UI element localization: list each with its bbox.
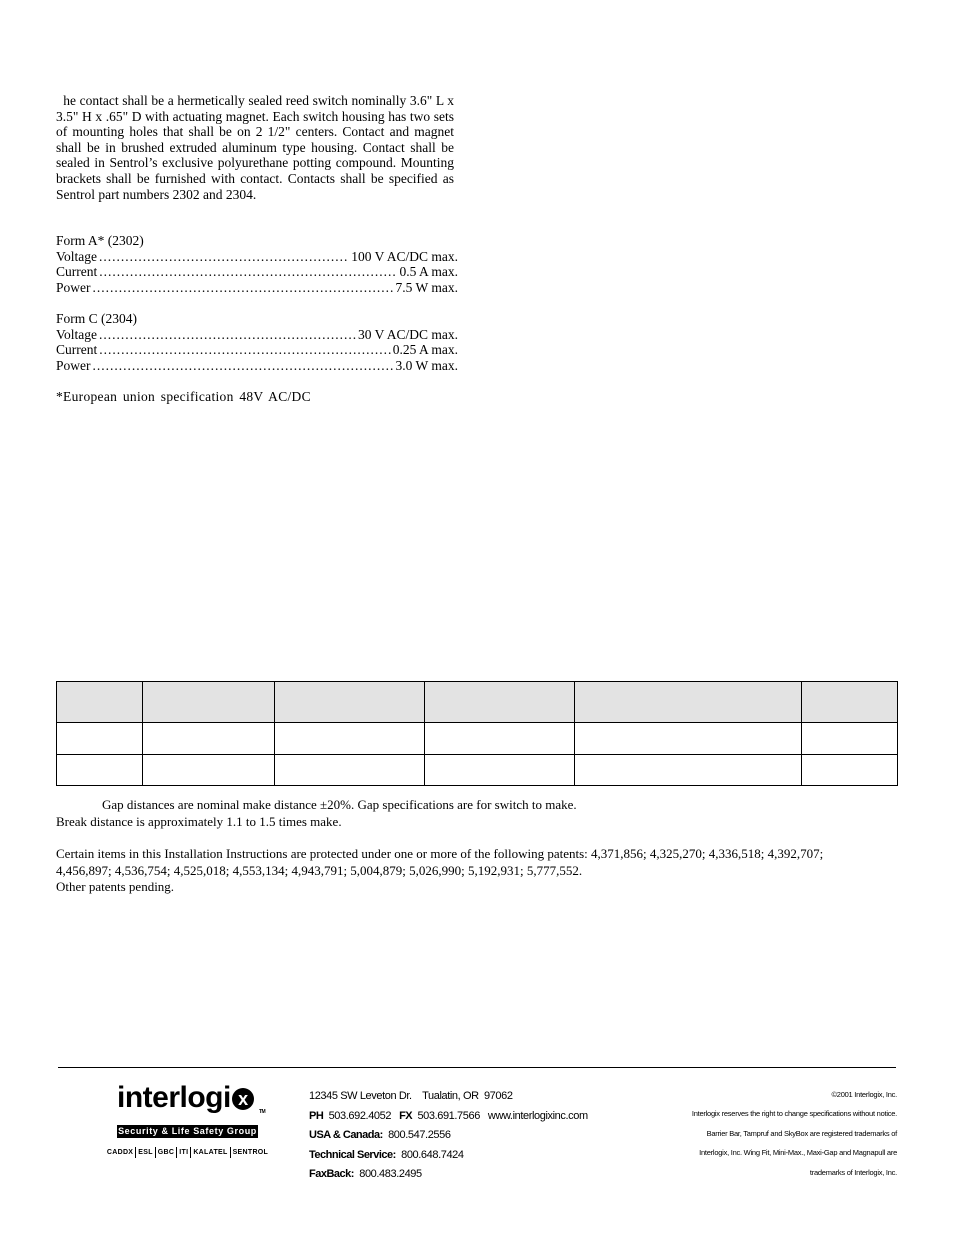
patents-line: 4,456,897; 4,536,754; 4,525,018; 4,553,134; 4,943,791; 5,004,879; 5,026,990; 5,192,931; 5,777,552. [56, 862, 583, 878]
usa-canada-number: 800.547.2556 [388, 1129, 451, 1141]
rating-label: Voltage [56, 248, 97, 264]
brand-kalatel: KALATEL [190, 1147, 229, 1158]
gap-table-header-row [57, 682, 898, 723]
patents-line: Other patents pending. [56, 879, 175, 894]
form-a-voltage-row [56, 249, 458, 265]
legal-line: trademarks of Interlogix, Inc. [809, 1167, 897, 1177]
specification-text: he contact shall be a hermetically sealed reed switch nominally 3.6" L x 3.5" H x .65" D with actuating magnet. Each switch housing has two sets of mounting holes that shall be on 2 1/2" centers. Contact and magnet shall be in brushed extruded aluminum type housing. Contact shall be sealed in Sentrol’s exclusive polyurethane potting compound. Mounting brackets shall be furnished with contact. Contacts shall be specified as Sentrol part numbers 2302 and 2304. [56, 93, 454, 202]
leader-dots [93, 280, 394, 296]
logo-x-mark: x [232, 1088, 254, 1110]
gap-note-line: Break distance is approximately 1.1 to 1.5 times make. [56, 813, 342, 829]
technical-service-line [309, 1146, 588, 1166]
european-footnote: *European union specification 48V AC/DC [56, 389, 311, 404]
rating-label: Power [56, 279, 91, 295]
rating-value: 7.5 W max. [395, 279, 458, 295]
form-c-current-row [56, 342, 458, 358]
form-a-current-row [56, 264, 458, 280]
form-c-title: Form C (2304) [56, 311, 137, 326]
logo-group-bar: Security & Life Safety Group [118, 1126, 257, 1136]
brand-gbc: GBC [155, 1147, 176, 1158]
website-link[interactable]: www.interlogixinc.com [487, 1109, 588, 1122]
phone-number: 503.692.4052 [328, 1109, 392, 1122]
table-cell [575, 723, 802, 754]
address: 12345 SW Leveton Dr. Tualatin, OR 97062 [309, 1090, 513, 1102]
legal-line: Interlogix reserves the right to change specifications without notice. [691, 1109, 897, 1119]
brand-list [106, 1147, 269, 1158]
brand-iti: ITI [176, 1147, 190, 1158]
brand-sentrol: SENTROL [230, 1147, 271, 1158]
contact-block [309, 1087, 588, 1185]
table-cell [57, 723, 143, 754]
form-a-title: Form A* (2302) [56, 233, 144, 248]
rating-label: Current [56, 264, 98, 280]
legal-notice [692, 1085, 897, 1182]
rating-value: 3.0 W max. [395, 357, 458, 373]
trademark-mark: TM [259, 1109, 266, 1115]
table-row [57, 754, 898, 785]
interlogix-logo [106, 1081, 269, 1158]
legal-line: Barrier Bar, Tampruf and SkyBox are registered trademarks of [706, 1128, 897, 1138]
logo-word: interlogi [117, 1081, 231, 1114]
faxback-line [309, 1165, 588, 1185]
rating-value: 100 V AC/DC max. [351, 248, 458, 264]
table-header-cell [424, 682, 575, 723]
gap-note-line: Gap distances are nominal make distance ±20%. Gap specifications are for switch to make. [102, 797, 577, 812]
leader-dots [99, 327, 356, 343]
table-header-cell [274, 682, 424, 723]
fax-number: 503.691.7566 [417, 1109, 480, 1122]
form-c-voltage-row [56, 327, 458, 343]
gap-table [56, 681, 898, 786]
table-cell [274, 754, 424, 785]
legal-line: Interlogix, Inc. Wing Fit, Mini-Max., Maxi-Gap and Magnapull are [699, 1148, 897, 1158]
table-cell [274, 723, 424, 754]
phone-fax-line [309, 1107, 588, 1127]
table-cell [575, 754, 802, 785]
table-cell [57, 754, 143, 785]
patents-note [56, 846, 916, 896]
usa-canada-label: USA & Canada: [309, 1129, 383, 1141]
form-c-power-row [56, 358, 458, 374]
brand-esl: ESL [135, 1147, 155, 1158]
table-header-cell [57, 682, 143, 723]
usa-canada-line [309, 1126, 588, 1146]
technical-service-number: 800.648.7424 [401, 1148, 464, 1161]
brand-caddx: CADDX [106, 1149, 134, 1156]
gap-note [56, 797, 916, 830]
rating-label: Power [56, 357, 91, 373]
faxback-label: FaxBack: [309, 1168, 354, 1180]
rating-label: Voltage [56, 326, 97, 342]
rating-value: 0.5 A max. [399, 264, 458, 280]
table-header-cell [802, 682, 898, 723]
rating-value: 30 V AC/DC max. [357, 326, 458, 342]
table-cell [424, 754, 575, 785]
table-header-cell [142, 682, 274, 723]
logo-wordmark [117, 1081, 266, 1115]
form-a-power-row [56, 280, 458, 296]
table-cell [802, 754, 898, 785]
table-cell [142, 754, 274, 785]
specification-paragraph [56, 93, 454, 202]
form-c-ratings [56, 311, 458, 373]
rating-value: 0.25 A max. [392, 342, 458, 358]
table-header-cell [575, 682, 802, 723]
table-row [57, 723, 898, 754]
rating-label: Current [56, 342, 98, 358]
copyright: ©2001 Interlogix, Inc. [831, 1090, 897, 1099]
leader-dots [99, 249, 349, 265]
table-cell [424, 723, 575, 754]
patents-line: Certain items in this Installation Instructions are protected under one or more of the following patents: 4,371,856; 4,325,270; 4,336,518; 4,392,707; [56, 846, 824, 861]
phone-label: PH [309, 1109, 324, 1122]
faxback-number: 800.483.2495 [359, 1168, 422, 1180]
leader-dots [93, 358, 394, 374]
footer-divider [58, 1067, 896, 1068]
leader-dots [99, 264, 397, 280]
technical-service-label: Technical Service: [309, 1148, 396, 1161]
form-a-ratings [56, 233, 458, 295]
fax-label: FX [399, 1109, 413, 1122]
leader-dots [99, 342, 390, 358]
table-cell [802, 723, 898, 754]
table-cell [142, 723, 274, 754]
